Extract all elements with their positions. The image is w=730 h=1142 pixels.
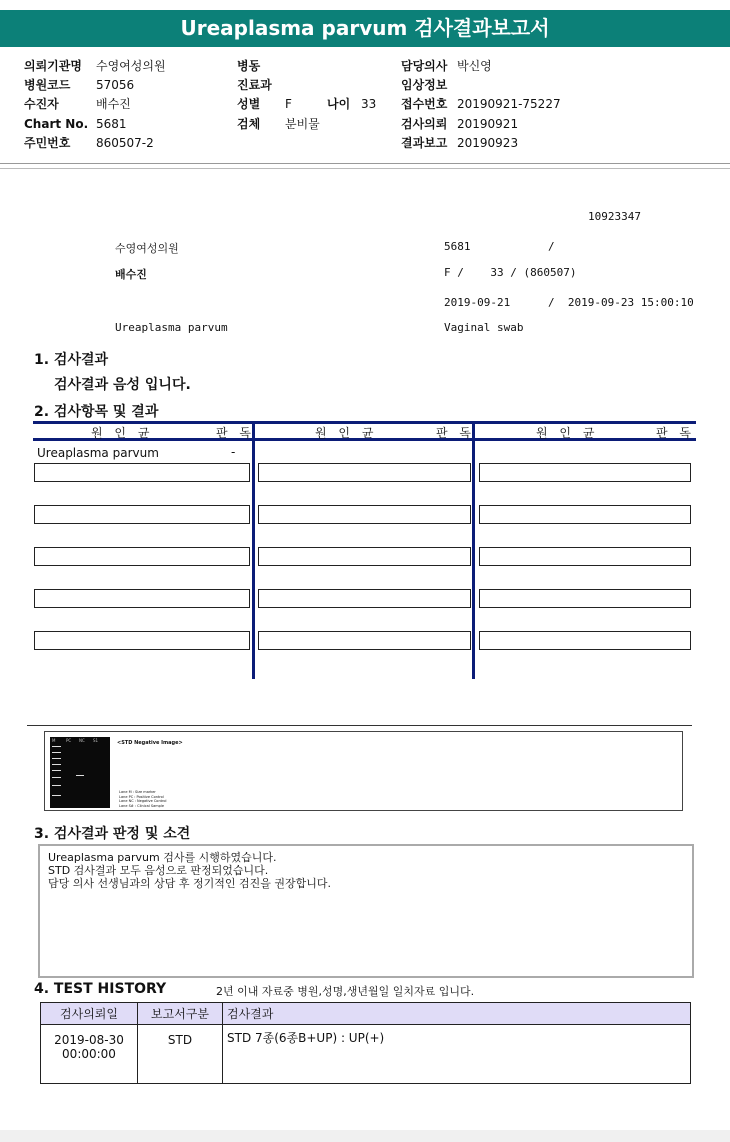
- comment-box: [38, 844, 694, 978]
- gel-legend-item: Lane S# : Clinical Sample: [119, 803, 164, 808]
- info-patient-name: 배수진: [115, 268, 147, 281]
- value-resident-no: 860507-2: [96, 136, 154, 151]
- gel-legend: [119, 790, 167, 808]
- value-specimen: 분비물: [285, 116, 320, 131]
- history-header-result: 검사결과: [223, 1003, 691, 1025]
- empty-result-cell: [258, 547, 471, 566]
- col-header-judgement: 판 독: [656, 426, 695, 440]
- empty-result-cell: [479, 505, 691, 524]
- value-institution: 수영여성의원: [96, 58, 166, 73]
- label-receipt-no: 접수번호: [401, 97, 448, 112]
- history-note: 2년 이내 자료중 병원,성명,생년월일 일치자료 입니다.: [216, 985, 475, 998]
- lane-label: M: [52, 738, 56, 743]
- value-chart-no: 5681: [96, 116, 127, 131]
- empty-result-cell: [34, 631, 250, 650]
- comment-line: 담당 의사 선생님과의 상담 후 정기적인 검진을 권장합니다.: [48, 877, 331, 890]
- divider: [0, 168, 730, 169]
- gel-legend-item: Lane M : Size marker: [119, 790, 156, 794]
- empty-result-cell: [34, 547, 250, 566]
- empty-result-cell: [479, 547, 691, 566]
- result-item-value: -: [231, 445, 236, 459]
- value-report-date: 20190923: [457, 136, 519, 151]
- label-institution: 의뢰기관명: [24, 58, 82, 73]
- empty-result-cell: [34, 463, 250, 482]
- info-sex-age: F / 33 / (860507): [444, 266, 577, 279]
- report-title: Ureaplasma parvum 검사결과보고서: [0, 10, 730, 47]
- history-date: 2019-08-30: [54, 1033, 124, 1047]
- info-test-name: Ureaplasma parvum: [115, 321, 228, 334]
- history-time: 00:00:00: [62, 1047, 116, 1061]
- section-1-title: 1. 검사결과: [34, 352, 109, 368]
- section-3-title: 3. 검사결과 판정 및 소견: [34, 826, 191, 842]
- section-4-title: 4. TEST HISTORY: [34, 981, 167, 997]
- empty-result-cell: [479, 463, 691, 482]
- history-table: [40, 1002, 691, 1084]
- empty-result-cell: [258, 631, 471, 650]
- col-header-judgement: 판 독: [216, 426, 255, 440]
- label-request-date: 검사의뢰: [401, 116, 448, 131]
- label-hospital-code: 병원코드: [24, 78, 71, 93]
- label-doctor: 담당의사: [401, 58, 448, 73]
- empty-result-cell: [34, 505, 250, 524]
- empty-result-cell: [258, 589, 471, 608]
- label-resident-no: 주민번호: [24, 136, 71, 151]
- label-patient: 수진자: [24, 97, 59, 112]
- value-patient: 배수진: [96, 97, 131, 112]
- history-date-cell: [41, 1025, 138, 1084]
- gel-legend-item: Lane NC : Negative Control: [119, 799, 167, 803]
- header-col-3: [401, 56, 561, 153]
- label-report-date: 결과보고: [401, 136, 448, 151]
- value-request-date: 20190921: [457, 116, 519, 131]
- info-clinic: 수영여성의원: [115, 242, 179, 255]
- divider: [27, 725, 692, 726]
- header-col-1: [24, 56, 166, 153]
- label-specimen: 검체: [237, 116, 261, 131]
- gel-image: [50, 737, 110, 808]
- lane-label: S1: [93, 738, 99, 743]
- label-clinical-info: 임상정보: [401, 78, 448, 93]
- result-grid: [33, 421, 696, 679]
- label-department: 진료과: [237, 78, 272, 93]
- empty-result-cell: [34, 589, 250, 608]
- info-date-reported: / 2019-09-23 15:00:10: [548, 296, 694, 309]
- value-receipt-no: 20190921-75227: [457, 97, 561, 112]
- grid-col-divider: [472, 421, 475, 679]
- empty-result-cell: [258, 505, 471, 524]
- result-item-name: Ureaplasma parvum: [37, 446, 159, 460]
- col-header-judgement: 판 독: [436, 426, 475, 440]
- value-age: 33: [361, 97, 377, 112]
- empty-result-cell: [479, 631, 691, 650]
- header-col-2: [237, 56, 376, 134]
- divider: [0, 163, 730, 164]
- section-1-result: 검사결과 음성 입니다.: [54, 377, 191, 393]
- empty-result-cell: [258, 463, 471, 482]
- footer-bar: [0, 1130, 730, 1142]
- history-type: STD: [138, 1025, 223, 1084]
- label-chart-no: Chart No.: [24, 116, 89, 131]
- lane-label: PC: [66, 738, 72, 743]
- label-sex: 성별: [237, 97, 261, 112]
- gel-image-frame: [44, 731, 683, 811]
- col-header-pathogen: 원 인 균: [536, 426, 599, 440]
- value-doctor: 박신영: [457, 58, 492, 73]
- empty-result-cell: [479, 589, 691, 608]
- grid-col-divider: [252, 421, 255, 679]
- gel-title: <STD Negative Image>: [117, 740, 183, 746]
- value-hospital-code: 57056: [96, 78, 135, 93]
- history-result: STD 7종(6종B+UP) : UP(+): [223, 1025, 691, 1084]
- col-header-pathogen: 원 인 균: [91, 426, 154, 440]
- info-slash: /: [548, 240, 555, 253]
- gel-legend-item: Lane PC : Positive Control: [119, 794, 164, 799]
- comment-line: Ureaplasma parvum 검사를 시행하였습니다.: [48, 851, 277, 864]
- history-header-type: 보고서구분: [138, 1003, 223, 1025]
- info-specimen: Vaginal swab: [444, 321, 524, 334]
- label-age: 나이: [327, 97, 351, 112]
- table-row: [41, 1025, 691, 1084]
- value-sex: F: [285, 97, 292, 112]
- sample-id: 10923347: [588, 210, 641, 223]
- info-chart: 5681: [444, 240, 471, 253]
- history-header-date: 검사의뢰일: [41, 1003, 138, 1025]
- comment-line: STD 검사결과 모두 음성으로 판정되었습니다.: [48, 864, 269, 877]
- section-2-title: 2. 검사항목 및 결과: [34, 404, 159, 420]
- info-date-received: 2019-09-21: [444, 296, 511, 309]
- col-header-pathogen: 원 인 균: [315, 426, 378, 440]
- lane-label: NC: [79, 738, 85, 743]
- label-ward: 병동: [237, 58, 261, 73]
